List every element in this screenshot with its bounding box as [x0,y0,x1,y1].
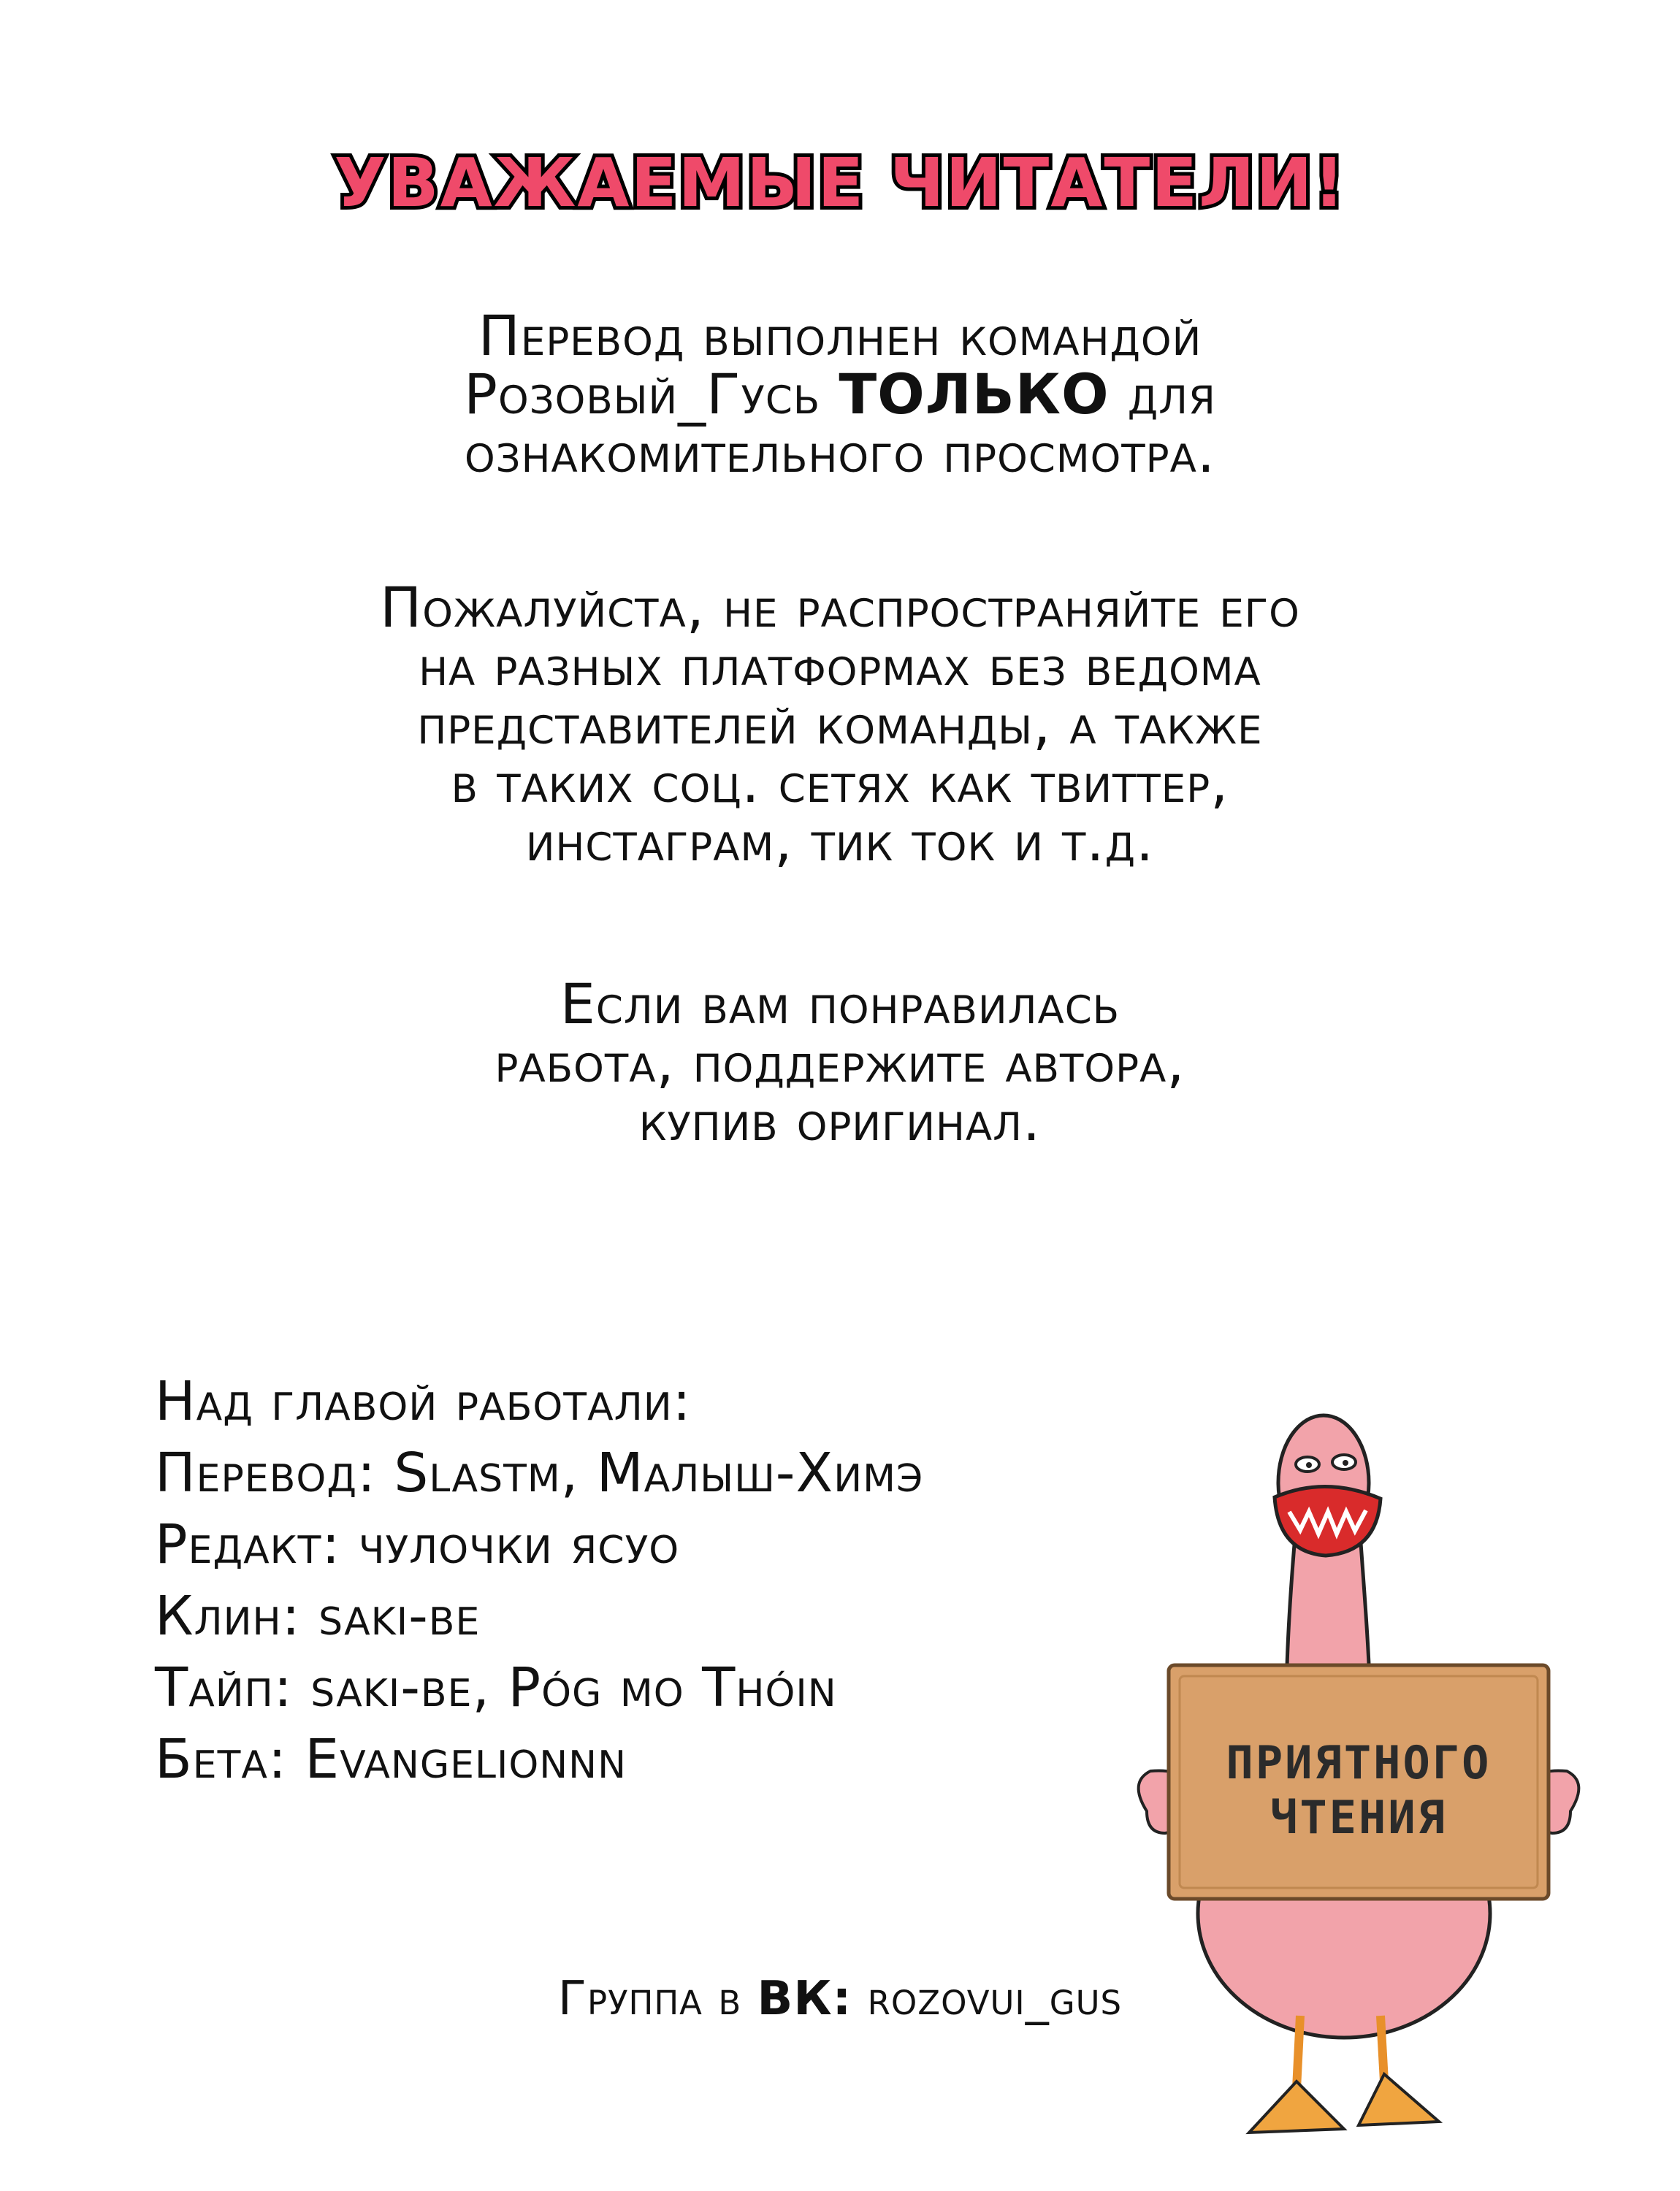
intro-emphasis: ТОЛЬКО [839,362,1110,427]
footer-label: Группа в [557,1972,757,2026]
intro-line-2 [0,362,1680,427]
warning-line: Пожалуйста, не распространяйте его [380,575,1300,640]
warning-paragraph [0,575,1680,873]
page-heading: УВАЖАЕМЫЕ ЧИТАТЕЛИ! [334,144,1346,222]
footer-group-link [0,1972,1680,2026]
goose-illustration [1125,1402,1592,2147]
intro-team-name: Розовый_Гусь [464,362,839,427]
intro-paragraph [0,303,1680,485]
credits-row-translation: Перевод: Slastm, Малыш-Химэ [155,1442,924,1504]
intro-line-3: ознакомительного просмотра. [464,420,1216,485]
support-line: Если вам понравилась [560,971,1120,1036]
credits-title: Над главой работали: [155,1370,692,1433]
credits-row-beta: Бета: Evangelionnn [155,1728,627,1791]
credits-list [155,1366,923,1795]
warning-line: в таких соц. сетях как твиттер, [451,750,1229,815]
footer-network: ВК: [757,1972,852,2026]
warning-line: представителей команды, а также [417,692,1263,757]
credits-row-typesetting: Тайп: saki-be, Póg mo Thóin [155,1656,837,1719]
footer-handle: rozovui_gus [867,1972,1123,2026]
support-paragraph [0,971,1680,1153]
intro-line-2-suffix: для [1109,362,1216,427]
support-line: купив оригинал. [638,1088,1042,1153]
sign-line-2: ЧТЕНИЯ [1270,1791,1447,1844]
intro-line-1: Перевод выполнен командой [478,303,1202,368]
credits-row-editing: Редакт: чулочки ясуо [155,1513,680,1576]
support-line: работа, поддержите автора, [495,1030,1185,1095]
warning-line: инстаграм, тик ток и т.д. [525,808,1155,873]
credits-row-cleaning: Клин: saki-be [155,1585,481,1648]
warning-line: на разных платформах без ведома [419,633,1261,698]
sign-line-1: ПРИЯТНОГО [1226,1736,1492,1789]
